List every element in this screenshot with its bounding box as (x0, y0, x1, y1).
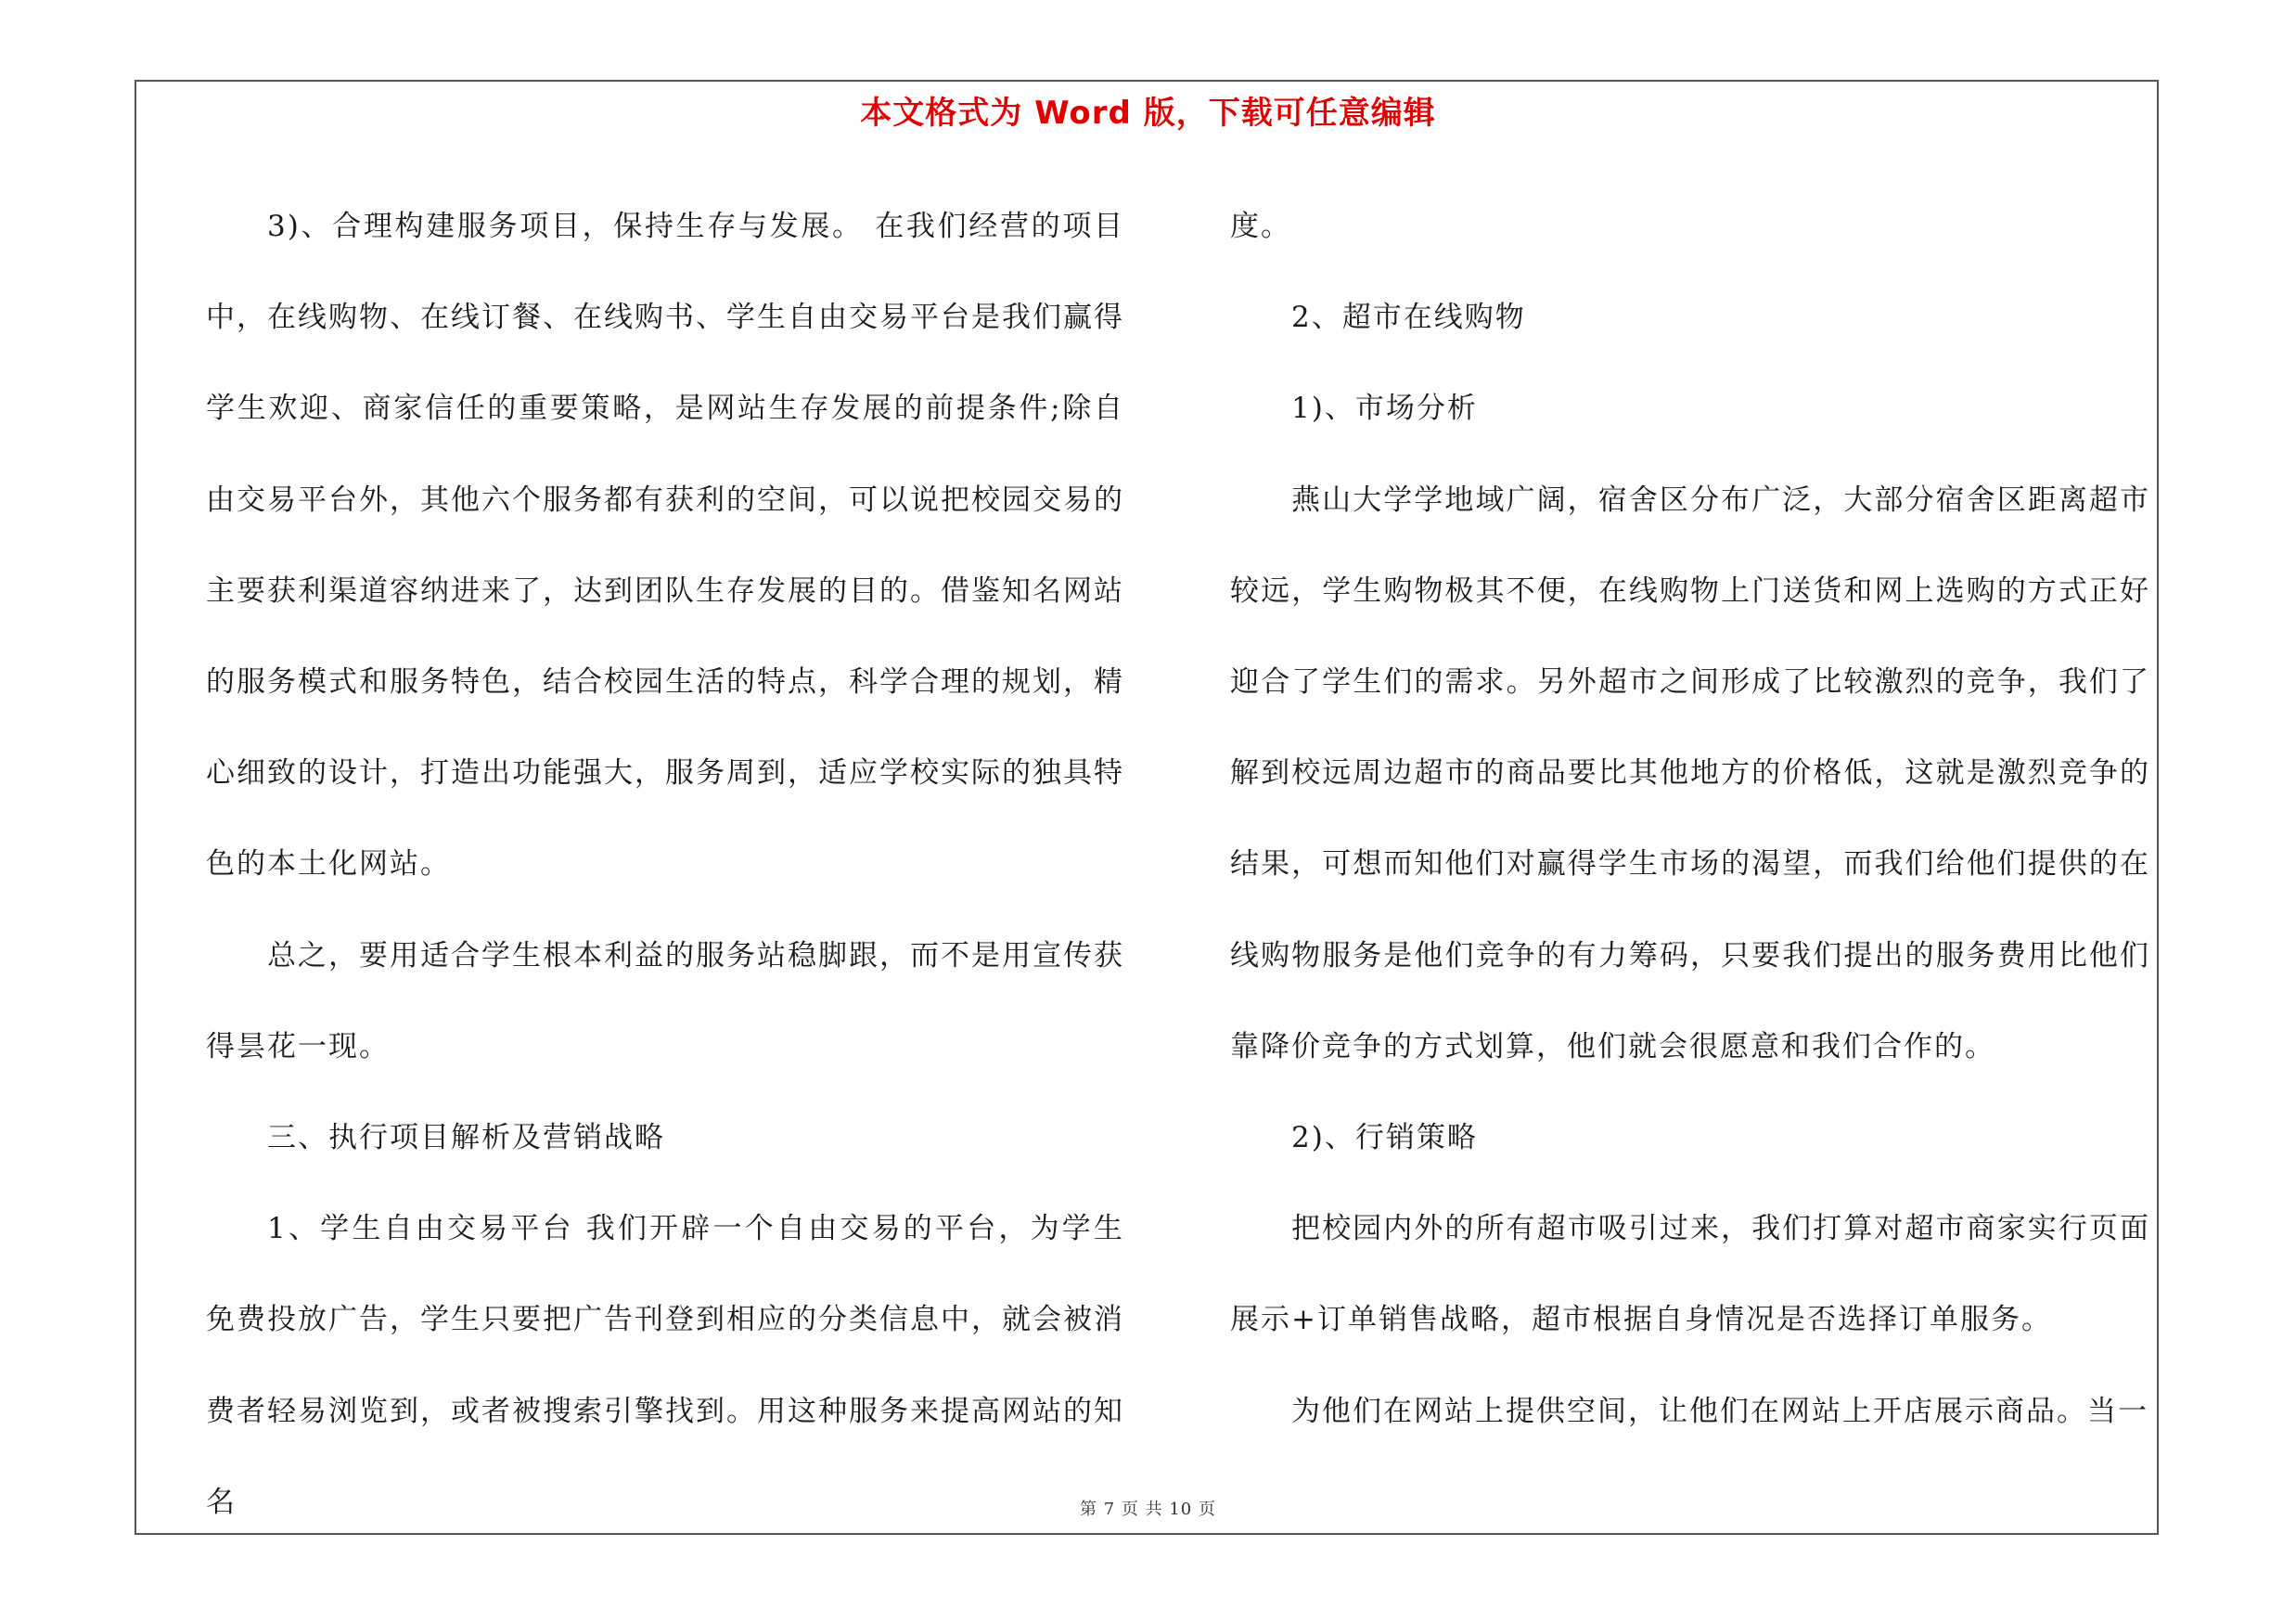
left-column (206, 181, 1124, 1548)
section-heading: 三、执行项目解析及营销战略 (267, 1121, 665, 1155)
paragraph: 为他们在网站上提供空间，让他们在网站上开店展示商品。当一 (1291, 1394, 2148, 1428)
paragraph: 把校园内外的所有超市吸引过来，我们打算对超市商家实行页面展示+订单销售战略，超市根据自身情况是否选择订单服务。 (1230, 1212, 2150, 1337)
word-format-banner: 本文格式为 Word 版，下载可任意编辑 (860, 95, 1436, 132)
subsection-heading: 2、超市在线购物 (1291, 301, 1526, 335)
paragraph: 3)、合理构建服务项目，保持生存与发展。 在我们经营的项目中，在线购物、在线订餐、在线购书、学生自由交易平台是我们赢得学生欢迎、商家信任的重要策略，是网站生存发展的前提条件;除自由交易平台外，其他六个服务都有获利的空间，可以说把校园交易的主要获利渠道容纳进来了，达到团队生存发展的目的。借鉴知名网站的服务模式和服务特色，结合校园生活的特点，科学合理的规划，精心细致的设计，打造出功能强大，服务周到，适应学校实际的独具特色的本土化网站。 (206, 210, 1124, 882)
right-column (1230, 181, 2150, 1457)
subsection-heading: 2)、行销策略 (1291, 1121, 1478, 1155)
paragraph: 燕山大学学地域广阔，宿舍区分布广泛，大部分宿舍区距离超市较远，学生购物极其不便，在线购物上门送货和网上选购的方式正好迎合了学生们的需求。另外超市之间形成了比较激烈的竞争，我们了解到校远周边超市的商品要比其他地方的价格低，这就是激烈竞争的结果，可想而知他们对赢得学生市场的渴望，而我们给他们提供的在线购物服务是他们竞争的有力筹码，只要我们提出的服务费用比他们靠降价竞争的方式划算，他们就会很愿意和我们合作的。 (1230, 483, 2150, 1063)
paragraph: 度。 (1230, 210, 1291, 243)
paragraph: 1、学生自由交易平台 我们开辟一个自由交易的平台，为学生免费投放广告，学生只要把广告刊登到相应的分类信息中，就会被消费者轻易浏览到，或者被搜索引擎找到。用这种服务来提高网站的知名 (206, 1212, 1124, 1519)
paragraph: 总之，要用适合学生根本利益的服务站稳脚跟，而不是用宣传获得昙花一现。 (206, 938, 1124, 1063)
page-number-footer: 第 7 页 共 10 页 (1080, 1500, 1216, 1519)
subsection-heading: 1)、市场分析 (1291, 392, 1478, 426)
